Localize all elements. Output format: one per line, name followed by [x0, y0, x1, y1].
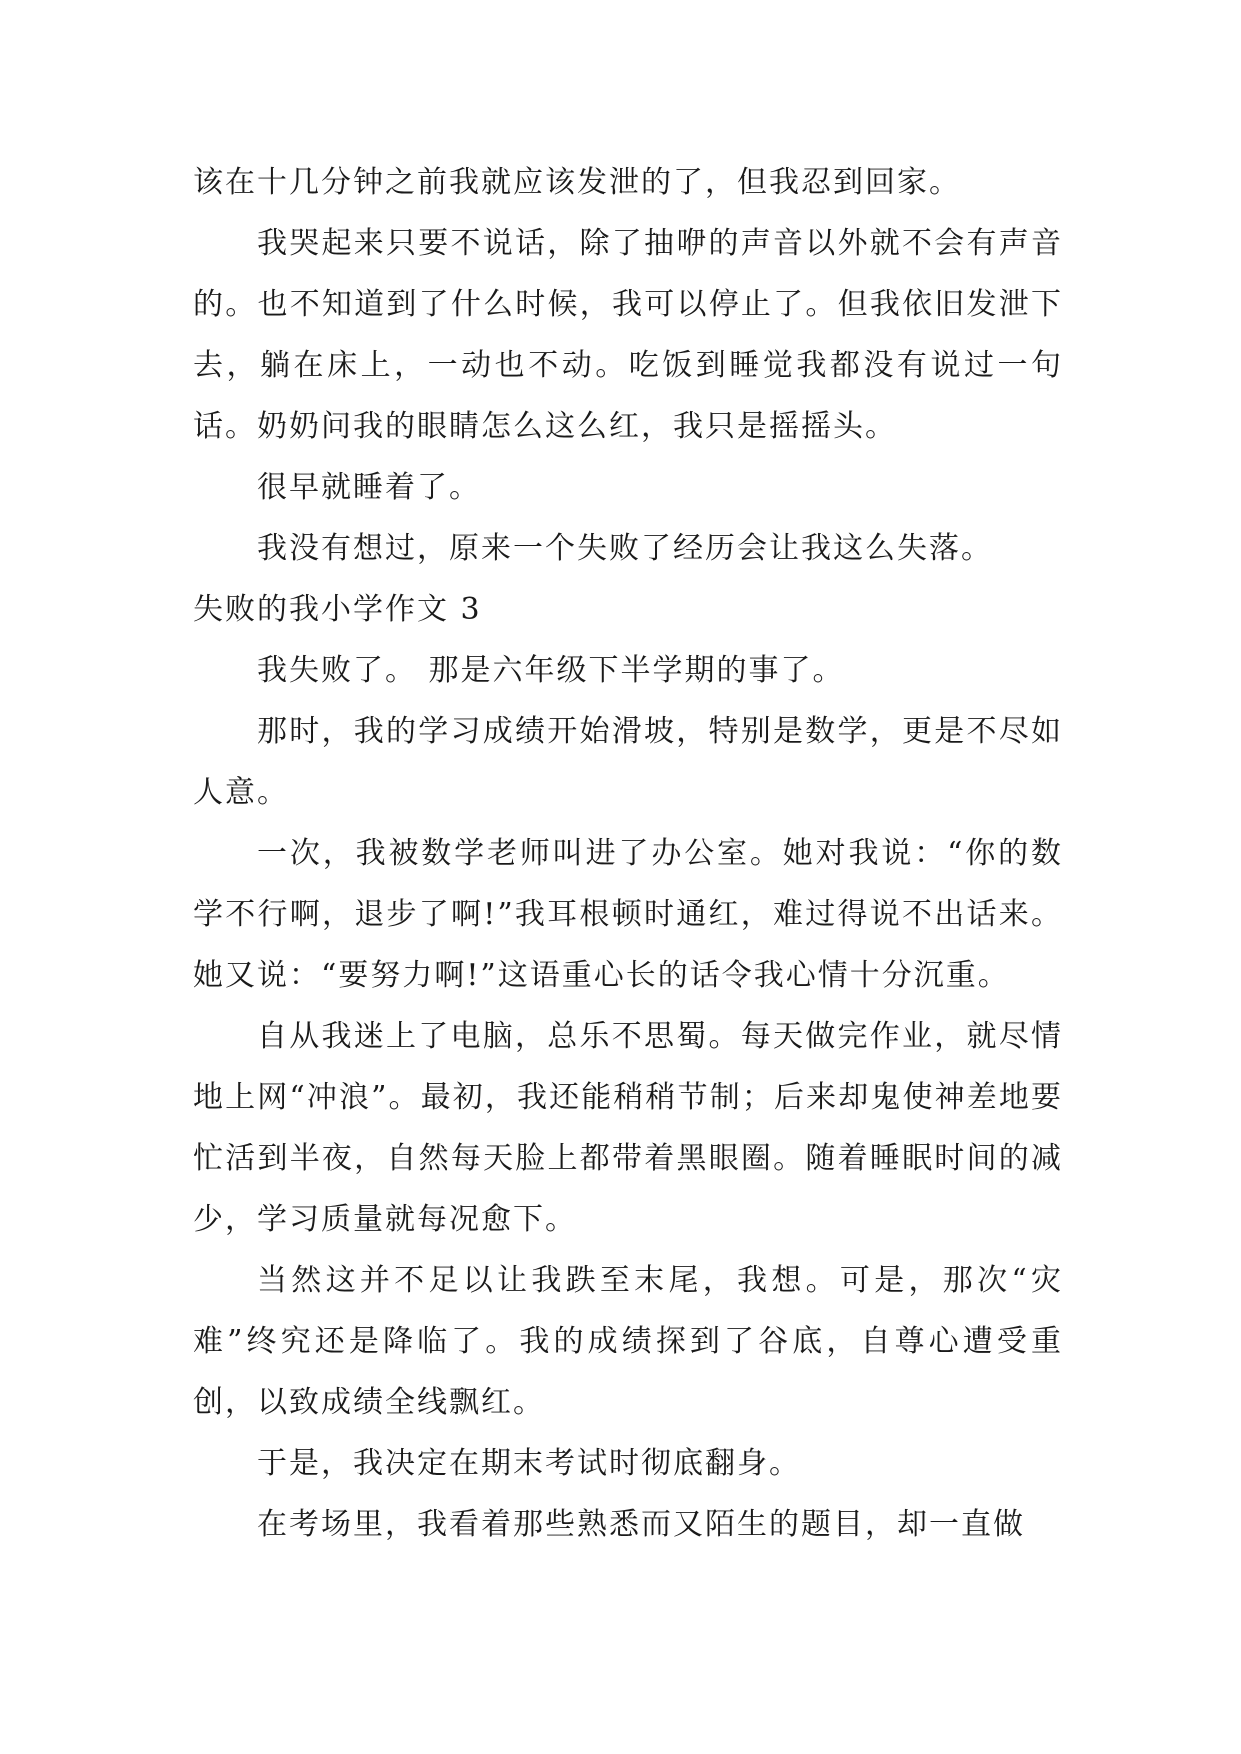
- paragraph: 我失败了。 那是六年级下半学期的事了。: [257, 653, 845, 688]
- paragraph: 很早就睡着了。: [257, 470, 481, 505]
- paragraph: 我哭起来只要不说话，除了抽咿的声音以外就不会有声音的。也不知道到了什么时候，我可以停止了。但我依旧发泄下去，躺在床上，一动也不动。吃饭到睡觉我都没有说过一句话。奶奶问我的眼睛怎么这么红，我只是摇摇头。: [193, 226, 1063, 444]
- paragraph: 那时，我的学习成绩开始滑坡，特别是数学，更是不尽如人意。: [193, 714, 1063, 810]
- paragraph: 当然这并不足以让我跌至末尾，我想。可是，那次“灾难”终究还是降临了。我的成绩探到了谷底，自尊心遭受重创，以致成绩全线飘红。: [193, 1263, 1063, 1420]
- paragraph: 我没有想过，原来一个失败了经历会让我这么失落。: [257, 531, 993, 566]
- paragraph: 在考场里，我看着那些熟悉而又陌生的题目，却一直做: [257, 1507, 1025, 1542]
- paragraph: 于是，我决定在期末考试时彻底翻身。: [257, 1446, 801, 1481]
- paragraph: 一次，我被数学老师叫进了办公室。她对我说：“你的数学不行啊，退步了啊!”我耳根顿时通红，难过得说不出话来。她又说：“要努力啊!”这语重心长的话令我心情十分沉重。: [193, 836, 1063, 993]
- document-body: [193, 152, 1063, 1555]
- paragraph: 自从我迷上了电脑，总乐不思蜀。每天做完作业，就尽情地上网“冲浪”。最初，我还能稍稍节制；后来却鬼使神差地要忙活到半夜，自然每天脸上都带着黑眼圈。随着睡眠时间的减少，学习质量就每况愈下。: [193, 1019, 1063, 1237]
- paragraph: 该在十几分钟之前我就应该发泄的了，但我忍到回家。: [193, 165, 961, 200]
- section-title: 失败的我小学作文 3: [193, 592, 482, 627]
